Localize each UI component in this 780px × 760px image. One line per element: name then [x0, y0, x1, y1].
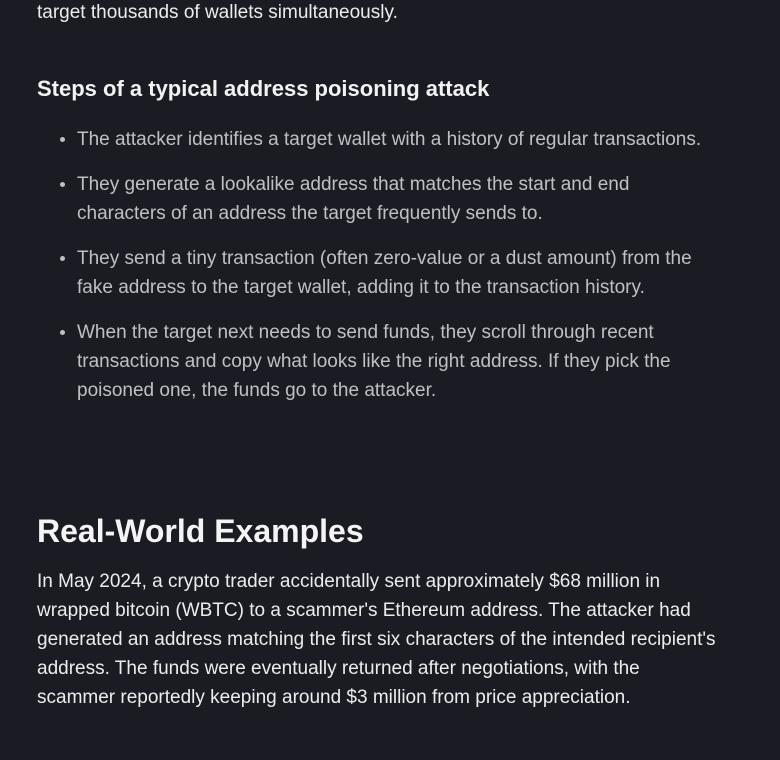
list-item-text: When the target next needs to send funds, they scroll through recent transactions and copy what looks like the right address. If they pick the poisoned one, the funds go to the attacker.: [77, 322, 671, 401]
bullet-icon: [60, 137, 65, 142]
intro-paragraph-tail: target thousands of wallets simultaneously.: [37, 2, 398, 23]
list-item: [37, 318, 717, 405]
steps-heading: Steps of a typical address poisoning attack: [37, 76, 490, 101]
list-item-text: They send a tiny transaction (often zero-value or a dust amount) from the fake address to the target wallet, adding it to the transaction history.: [77, 248, 692, 298]
list-item: [37, 125, 717, 154]
list-item: [37, 244, 717, 302]
list-item-text: They generate a lookalike address that matches the start and end characters of an address the target frequently sends to.: [77, 174, 630, 224]
steps-list: [37, 125, 717, 421]
list-item: [37, 170, 717, 228]
bullet-icon: [60, 256, 65, 261]
bullet-icon: [60, 182, 65, 187]
list-item-text: The attacker identifies a target wallet with a history of regular transactions.: [77, 129, 702, 150]
examples-heading: Real-World Examples: [37, 513, 364, 549]
bullet-icon: [60, 330, 65, 335]
examples-paragraph: In May 2024, a crypto trader accidentally sent approximately $68 million in wrapped bitcoin (WBTC) to a scammer's Ethereum address. The attacker had generated an address matching the first six characters of the intended recipient's address. The funds were eventually returned after negotiations, with the scammer reportedly keeping around $3 million from price appreciation.: [37, 571, 716, 708]
